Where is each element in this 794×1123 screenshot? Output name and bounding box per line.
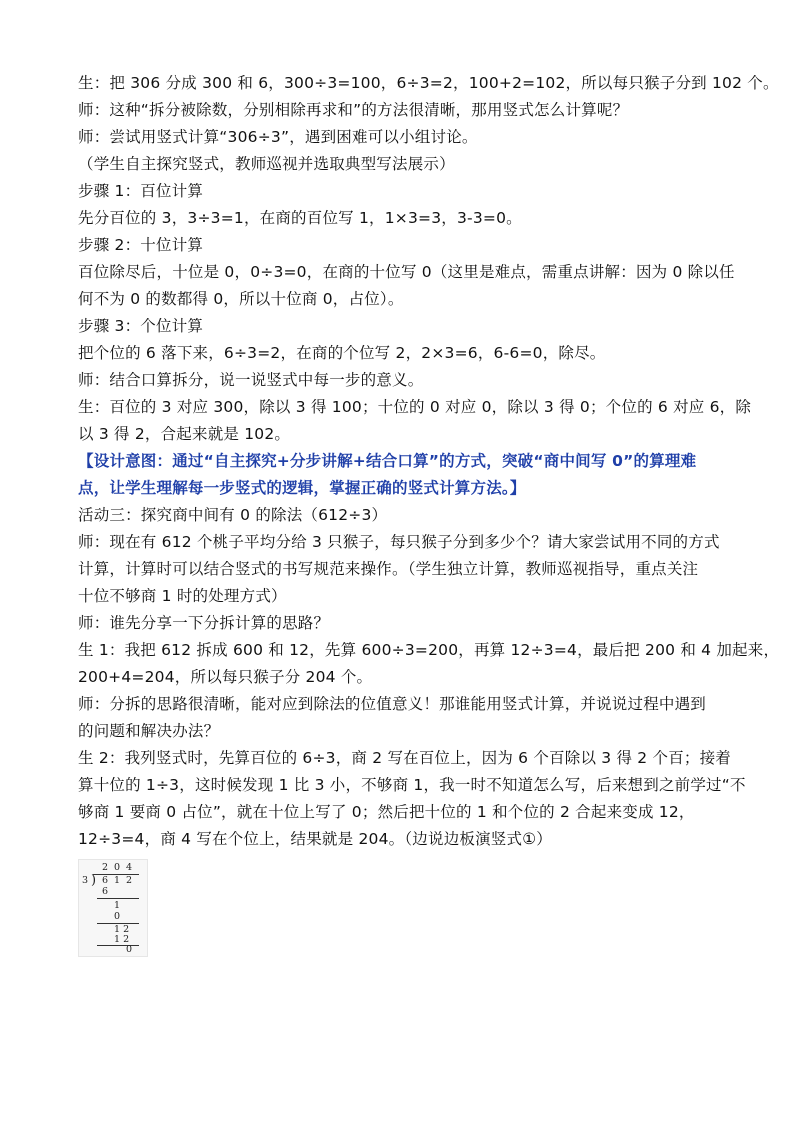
text-line: 把个位的 6 落下来，6÷3=2，在商的个位写 2，2×3=6，6-6=0，除尽。 <box>78 344 606 362</box>
document-body <box>78 70 780 957</box>
quotient-hundreds: 2 <box>102 862 109 873</box>
division-row: 1 <box>114 900 121 911</box>
text-line: 12÷3=4，商 4 写在个位上，结果就是 204。（边说边板演竖式①） <box>78 830 552 848</box>
division-row: 0 <box>126 944 133 955</box>
text-line: 计算，计算时可以结合竖式的书写规范来操作。（学生独立计算，教师巡视指导，重点关注 <box>78 560 699 578</box>
subtraction-line <box>97 898 139 899</box>
text-line: 生：把 306 分成 300 和 6，300÷3=100，6÷3=2，100+2=102，所以每只猴子分到 102 个。 <box>78 74 779 92</box>
text-line: 生：百位的 3 对应 300，除以 3 得 100；十位的 0 对应 0，除以 3 得 0；个位的 6 对应 6，除 <box>78 398 752 416</box>
quotient-ones: 4 <box>126 862 133 873</box>
text-line: 师：分拆的思路很清晰，能对应到除法的位值意义！那谁能用竖式计算，并说说过程中遇到 <box>78 695 707 713</box>
text-line: 师：尝试用竖式计算“306÷3”，遇到困难可以小组讨论。 <box>78 128 478 146</box>
text-line: 师：现在有 612 个桃子平均分给 3 只猴子，每只猴子分到多少个？请大家尝试用不同的方式 <box>78 533 720 551</box>
text-line: 200+4=204，所以每只猴子分 204 个。 <box>78 668 373 686</box>
dividend-ones: 2 <box>126 875 133 886</box>
text-line: 师：谁先分享一下分拆计算的思路？ <box>78 614 330 632</box>
text-line: 师：结合口算拆分，说一说竖式中每一步的意义。 <box>78 371 424 389</box>
text-line: 以 3 得 2，合起来就是 102。 <box>78 425 291 443</box>
text-line: 的问题和解决办法？ <box>78 722 220 740</box>
text-line: 先分百位的 3，3÷3=1，在商的百位写 1，1×3=3，3-3=0。 <box>78 209 522 227</box>
division-row: 1 2 <box>114 934 130 945</box>
text-line: 算十位的 1÷3，这时候发现 1 比 3 小，不够商 1，我一时不知道怎么写，后来想到之前学过“不 <box>78 776 746 794</box>
division-row: 6 <box>102 886 109 897</box>
text-line: 师：这种“拆分被除数，分别相除再求和”的方法很清晰，那用竖式怎么计算呢？ <box>78 101 629 119</box>
division-bracket: ) <box>91 873 97 888</box>
text-line: 十位不够商 1 时的处理方式） <box>78 587 287 605</box>
dividend-tens: 1 <box>114 875 121 886</box>
activity-heading: 活动三：探究商中间有 0 的除法（612÷3） <box>78 506 388 524</box>
text-line: 何不为 0 的数都得 0，所以十位商 0，占位）。 <box>78 290 404 308</box>
division-row: 1 2 <box>114 924 130 935</box>
division-row: 0 <box>114 911 121 922</box>
design-intent-line: 点，让学生理解每一步竖式的逻辑，掌握正确的竖式计算方法。】 <box>78 479 526 497</box>
step-heading: 步骤 3：个位计算 <box>78 317 204 335</box>
text-line: （学生自主探究竖式，教师巡视并选取典型写法展示） <box>78 155 455 173</box>
quotient-tens: 0 <box>114 862 121 873</box>
step-heading: 步骤 2：十位计算 <box>78 236 204 254</box>
step-heading: 步骤 1：百位计算 <box>78 182 204 200</box>
long-division-figure <box>78 859 148 957</box>
text-line: 生 2：我列竖式时，先算百位的 6÷3，商 2 写在百位上，因为 6 个百除以 3 得 2 个百；接着 <box>78 749 731 767</box>
subtraction-line <box>97 945 139 946</box>
text-line: 够商 1 要商 0 占位”，就在十位上写了 0；然后把十位的 1 和个位的 2 合起来变成 12， <box>78 803 695 821</box>
dividend-hundreds: 6 <box>102 875 109 886</box>
design-intent-line: 【设计意图：通过“自主探究+分步讲解+结合口算”的方式，突破“商中间写 0”的算理难 <box>78 452 697 470</box>
text-line: 生 1：我把 612 拆成 600 和 12，先算 600÷3=200，再算 12÷3=4，最后把 200 和 4 加起来， <box>78 641 780 659</box>
text-line: 百位除尽后，十位是 0，0÷3=0，在商的十位写 0（这里是难点，需重点讲解：因为 0 除以任 <box>78 263 735 281</box>
divisor: 3 <box>82 875 89 886</box>
